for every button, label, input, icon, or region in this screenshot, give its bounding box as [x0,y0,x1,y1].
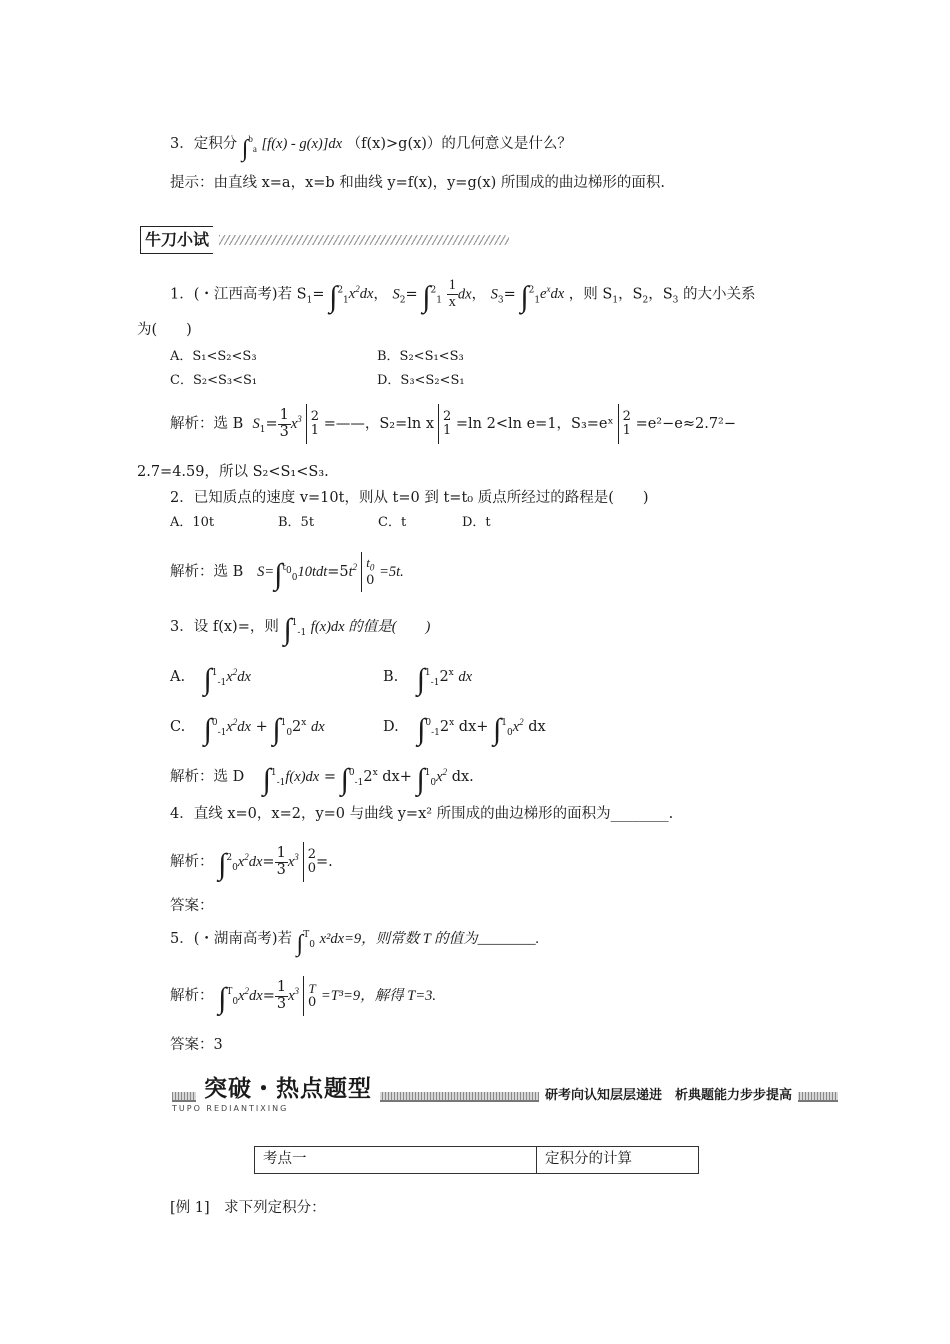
banner-slogan: 研考向认知层层递进 析典题能力步步提高 [539,1084,798,1103]
p3-solution-prefix: 解析：选 D [170,769,245,785]
section-hatch-decoration [219,235,509,245]
p1-stem-wrap: 为( ) [137,322,192,338]
p1-option-a: A．S₁<S₂<S₃ [170,349,257,364]
p3-option-b-label: B. [383,669,399,685]
p3-option-a: A. $\int^1_{-1}x^2dx$ [170,663,251,696]
q3-hint: 提示：由直线 x=a，x=b 和曲线 y=f(x)，y=g(x) 所围成的曲边梯形的面积. [170,175,665,191]
p5-solution-prefix: 解析： [170,988,214,1004]
q3-number: 3．定积分 [170,135,238,152]
p1-solution: 解析：选 B $S_1=$ $\frac{1}{3}$ $x^3$ 2 1 =——，S₂=ln x 2 1 =ln 2<ln e=1，S₃=eˣ 2 1 =e²−e≈2.7²− [170,404,736,444]
p3-stem-prefix: 3．设 f(x)=，则 [170,619,279,635]
p5-solution-tail: =T³=9，解得 T=3. [320,988,437,1004]
p3-option-d: D. $\int^0_{-1}2^x$ $dx+ \int^1_0x^2$ dx [383,713,546,746]
p1-solution-prefix: 解析：选 B [170,416,244,432]
p2-solution: 解析：选 B $S=\int^{t_0}_010tdt=5t^2$ $t_0$ 0 =5t. [170,552,404,593]
p1-stem-mid: ，则 S [568,286,613,303]
p3-option-b: B. $\int^1_{-1}2^x$ dx [383,663,473,696]
p1-solution-wrap: 2.7=4.59，所以 S₂<S₁<S₃. [137,464,329,480]
p2-solution-prefix: 解析：选 B [170,564,244,580]
p1-stem-tail: 的大小关系 [683,286,756,303]
p2-option-a: A．10t [170,515,215,530]
section-header [140,226,509,254]
p4-stem: 4．直线 x=0，x=2，y=0 与曲线 y=x² 所围成的曲边梯形的面积为________. [170,806,674,822]
p1-stem: 1．(・江西高考)若 $S_1= \int^2_1x^2dx$， $S_2= \int^2_1$ $\frac{1}{x}$ dx， $S_3= \int^2_1e^xdx$ ，则 $S_1$，$S_2$，$S_3$ 的大小关系 [170,277,756,314]
p4-answer: 答案： [170,898,214,914]
topic-table [254,1146,699,1174]
p2-solution-tail: =5t. [379,564,404,580]
p1-option-d: D．S₃<S₂<S₁ [377,373,465,388]
p3-solution: 解析：选 D $\int^1_{-1}f(x)dx = \int^0_{-1}2^x$ $dx+ \int^1_0x^2$ dx. [170,763,474,796]
example-heading: [例 1] 求下列定积分： [170,1200,326,1216]
p3-option-c-label: C. [170,719,186,735]
topic-name: 定积分的计算 [537,1147,699,1174]
topic-label: 考点一 [255,1147,537,1174]
q3-expression: [f(x) - g(x)]dx [261,135,343,152]
p3-stem: 3．设 f(x)=，则 ∫$^1_{-1}$ f(x)dx 的值是( ) [170,613,431,646]
p2-option-b: B．5t [278,515,315,530]
integral-symbol: ∫$^b_a$ [241,134,257,162]
hot-topics-banner [172,1070,838,1113]
p1-solution-part3: =ln 2<ln e=1，S₃=eˣ [455,416,614,432]
p4-solution-prefix: 解析： [170,854,214,870]
p1-option-b: B．S₂<S₁<S₃ [377,349,464,364]
p5-answer: 答案：3 [170,1037,223,1053]
p5-stem-suffix: x²dx=9，则常数 T 的值为________. [319,931,540,947]
p2-option-c: C．t [378,515,407,530]
p5-stem-prefix: 5．(・湖南高考)若 [170,931,293,947]
p1-solution-part2: =——，S₂=ln x [323,416,434,432]
p3-option-a-label: A. [170,669,186,685]
p5-stem: 5．(・湖南高考)若 ∫$^T_0$ x²dx=9，则常数 T 的值为________. [170,930,540,957]
p4-solution: 解析： $\int^2_0x^2dx=$ $\frac{1}{3}$ $x^3$ 2 0 =. [170,842,333,883]
q3-intro-line [170,134,572,164]
p3-stem-suffix: f(x)dx 的值是( ) [310,619,431,635]
p3-option-d-label: D. [383,719,399,735]
p5-solution: 解析： $\int^T_0x^2dx=$ $\frac{1}{3}$ $x^3$ T 0 =T³=9，解得 T=3. [170,976,436,1017]
p2-option-d: D．t [462,515,491,530]
p2-solution-expr: S= [257,564,275,580]
p1-stem-prefix: 1．(・江西高考)若 S [170,286,307,303]
banner-subtitle: TUPO REDIANTIXING [172,1104,289,1113]
banner-title: 突破・热点题型 [196,1070,380,1103]
p1-option-c: C．S₂<S₃<S₁ [170,373,258,388]
q3-condition: （f(x)>g(x)）的几何意义是什么？ [346,135,572,152]
table-row [255,1147,699,1174]
p1-solution-part4: =e²−e≈2.7²− [635,416,737,432]
p3-option-c: C. $\int^0_{-1}x^2dx + \int^1_02^x$ dx [170,713,325,746]
p2-stem: 2．已知质点的速度 v=10t，则从 t=0 到 t=t₀ 质点所经过的路程是( ) [170,490,649,506]
section-title: 牛刀小试 [140,226,213,254]
